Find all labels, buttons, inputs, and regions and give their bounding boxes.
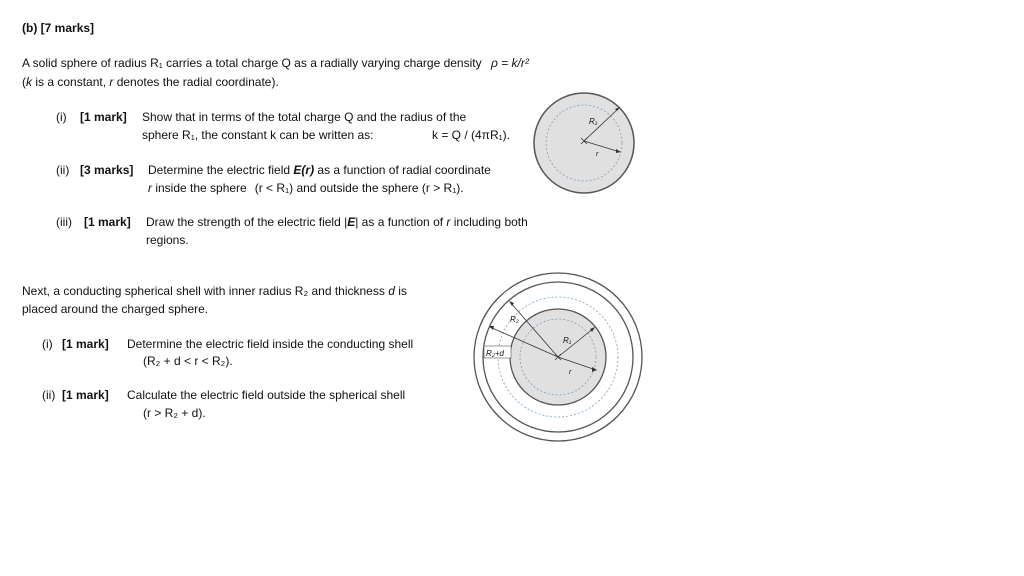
part2-i-number: (i) (42, 337, 53, 351)
part1-iii-marks: [1 mark] (84, 215, 131, 229)
part1-i-line-2: sphere R₁, the constant k can be written as: (142, 128, 374, 142)
label-r: r (596, 151, 599, 158)
part1-ii-line-2 (148, 179, 464, 197)
e-of-r: E(r) (293, 163, 315, 177)
part2-ii-line-1: Calculate the electric field outside the spherical shell (127, 388, 406, 402)
iii-text-b: | as a function of (355, 215, 447, 229)
part2-ii-line-2: (r > R₂ + d). (143, 406, 206, 420)
ii-text-a: Determine the electric field (148, 163, 294, 177)
ii-text-d: and outside the sphere (293, 181, 422, 195)
k-formula: k = Q / (4πR₁). (432, 128, 511, 142)
inside-condition: (r < R₁) (254, 181, 294, 195)
question-header (22, 19, 94, 37)
intro-text-2a: is a constant, (32, 75, 110, 89)
iii-text-c: including both (450, 215, 528, 229)
r-symbol-2: r (148, 181, 152, 195)
part1-ii-line-1 (148, 161, 491, 179)
part1-i-line-1: Show that in terms of the total charge Q and the radius of the (142, 110, 467, 124)
label-r-2: r (569, 369, 572, 376)
part2-intro-line-1 (22, 282, 407, 300)
ii-text-b: as a function of radial coordinate (314, 163, 491, 177)
part1-ii-marks: [3 marks] (80, 163, 134, 177)
sphere-diagram (529, 90, 639, 200)
open-paren: ( (22, 75, 26, 89)
intro-text: A solid sphere of radius R₁ carries a total charge Q as a radially varying charge density (22, 56, 482, 70)
part2-intro-line-2: placed around the charged sphere. (22, 302, 209, 316)
question-label: (b) (22, 21, 38, 35)
part2-text-a: Next, a conducting spherical shell with inner radius R₂ and thickness (22, 284, 389, 298)
intro-line-2 (22, 73, 279, 91)
rho-formula: ρ = k/r² (490, 56, 529, 70)
e-symbol: E (347, 215, 356, 229)
r-symbol-3: r (446, 215, 451, 229)
d-symbol: d (388, 284, 395, 298)
question-marks: [7 marks] (40, 21, 95, 35)
part1-i-number: (i) (56, 110, 67, 124)
part1-iii-line-2: regions. (146, 233, 189, 247)
part2-i-line-2: (R₂ + d < r < R₂). (143, 354, 233, 368)
part2-ii-number: (ii) (42, 388, 56, 402)
iii-text-a: Draw the strength of the electric field | (146, 215, 348, 229)
part2-i-line-1: Determine the electric field inside the conducting shell (127, 337, 414, 351)
part1-ii-number: (ii) (56, 163, 70, 177)
label-r2: R₂ (510, 315, 519, 324)
part1-iii-number: (iii) (56, 215, 72, 229)
part2-i-marks: [1 mark] (62, 337, 109, 351)
outside-condition: (r > R₁). (421, 181, 464, 195)
r-symbol: r (109, 75, 114, 89)
k-symbol: k (26, 75, 32, 89)
label-r1-2: R₁ (563, 336, 572, 345)
label-r1: R₁ (589, 117, 598, 126)
part1-iii-line-1 (146, 213, 528, 231)
part2-ii-marks: [1 mark] (62, 388, 109, 402)
label-r2d: R₂+d (486, 349, 504, 358)
shell-diagram (476, 270, 646, 446)
ii-text-c: inside the sphere (152, 181, 247, 195)
intro-text-2b: denotes the radial coordinate). (113, 75, 279, 89)
part2-text-b: is (394, 284, 407, 298)
intro-line-1 (22, 54, 529, 72)
part1-i-marks: [1 mark] (80, 110, 127, 124)
